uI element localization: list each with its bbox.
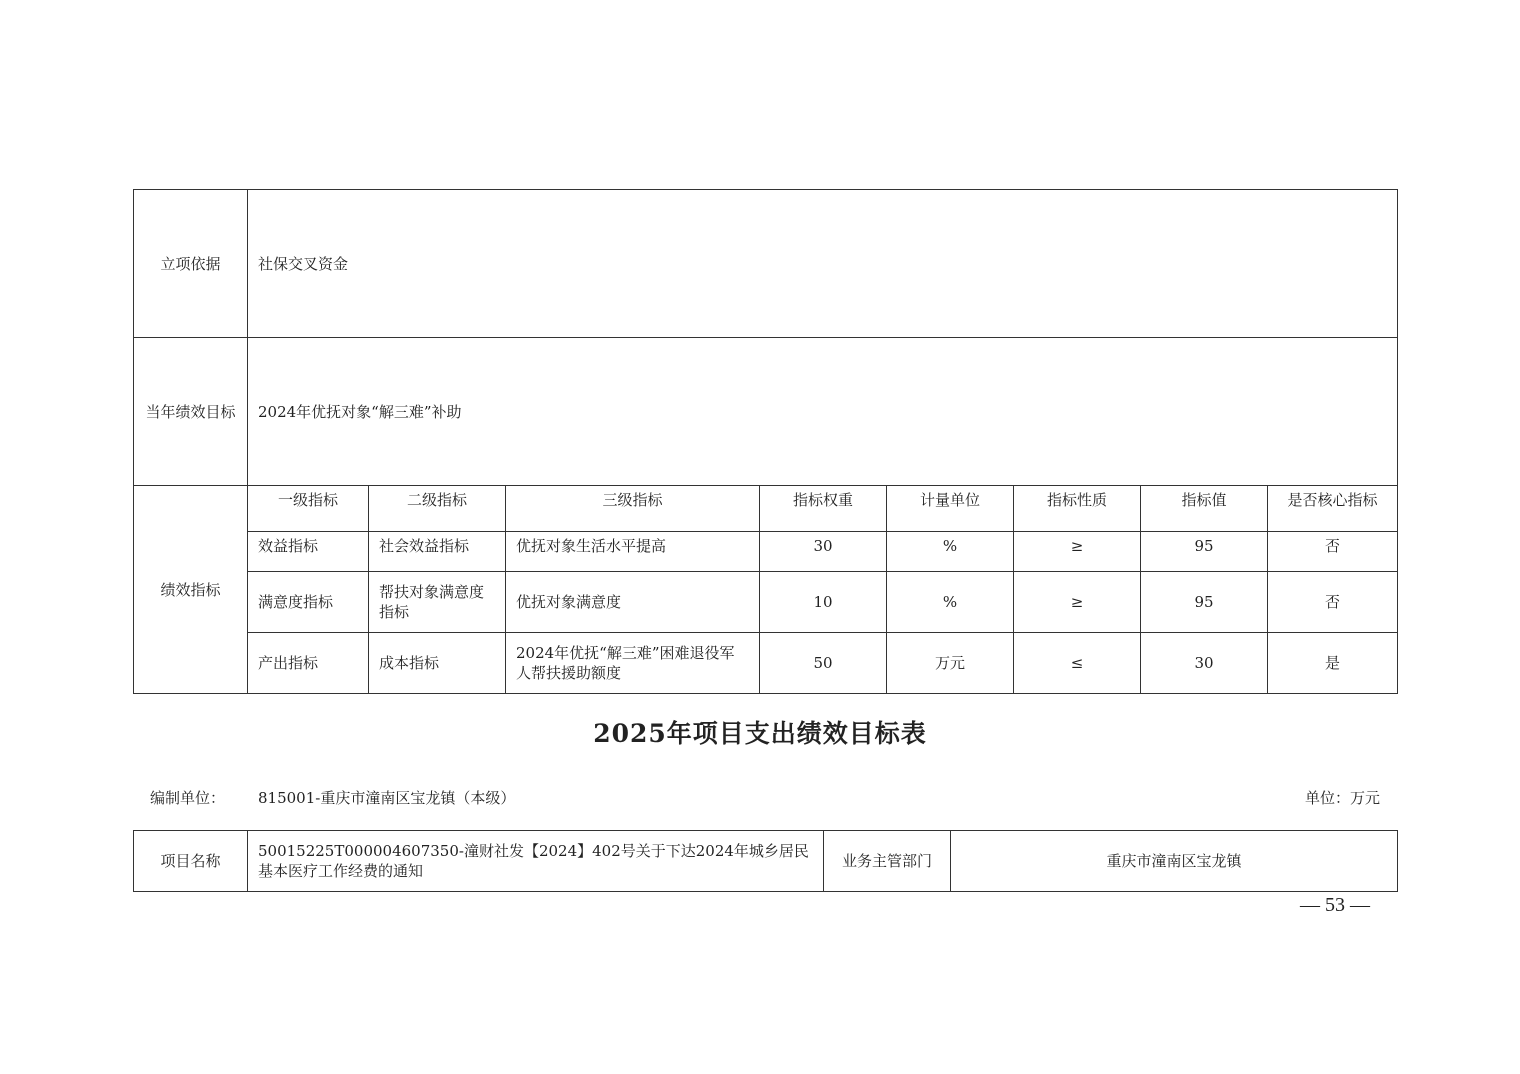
basis-value: 社保交叉资金 (248, 190, 1398, 338)
annual-goal-row (134, 338, 1398, 486)
table-cell: 30 (1141, 633, 1268, 694)
document-title: 2025年项目支出绩效目标表 (593, 719, 927, 748)
table-cell: 95 (1141, 532, 1268, 572)
table-row (134, 532, 1398, 572)
table-cell: 95 (1141, 572, 1268, 633)
currency-unit: 单位：万元 (1305, 789, 1381, 807)
table-cell: 是 (1268, 633, 1398, 694)
header-cell: 指标性质 (1014, 486, 1141, 532)
annual-goal-label: 当年绩效目标 (134, 338, 248, 486)
table-cell: 30 (760, 532, 887, 572)
basis-label: 立项依据 (134, 190, 248, 338)
table-cell: % (887, 572, 1014, 633)
performance-table (133, 189, 1398, 694)
table-cell: % (887, 532, 1014, 572)
unit-label: 编制单位： (150, 789, 226, 807)
table-cell: ≤ (1014, 633, 1141, 694)
project-name-value: 50015225T000004607350-潼财社发【2024】402号关于下达2024年城乡居民基本医疗工作经费的通知 (248, 831, 824, 892)
table-cell: 社会效益指标 (369, 532, 506, 572)
header-cell: 指标权重 (760, 486, 887, 532)
header-cell: 三级指标 (506, 486, 760, 532)
indicator-header-row (134, 486, 1398, 532)
header-cell: 一级指标 (248, 486, 369, 532)
annual-goal-value: 2024年优抚对象“解三难”补助 (248, 338, 1398, 486)
table-cell: 优抚对象生活水平提高 (506, 532, 760, 572)
dept-label: 业务主管部门 (824, 831, 951, 892)
table-row (134, 572, 1398, 633)
header-cell: 是否核心指标 (1268, 486, 1398, 532)
table-cell: 帮扶对象满意度指标 (369, 572, 506, 633)
table-cell: 2024年优抚“解三难”困难退役军人帮扶援助额度 (506, 633, 760, 694)
table-cell: 成本指标 (369, 633, 506, 694)
basis-row (134, 190, 1398, 338)
table-cell: ≥ (1014, 532, 1141, 572)
dept-value: 重庆市潼南区宝龙镇 (951, 831, 1398, 892)
header-cell: 计量单位 (887, 486, 1014, 532)
table-cell: 10 (760, 572, 887, 633)
table-cell: 效益指标 (248, 532, 369, 572)
project-row (134, 831, 1398, 892)
indicator-section-label: 绩效指标 (134, 486, 248, 694)
table-cell: 产出指标 (248, 633, 369, 694)
table-cell: 否 (1268, 572, 1398, 633)
table-cell: 万元 (887, 633, 1014, 694)
header-cell: 二级指标 (369, 486, 506, 532)
project-table (133, 830, 1398, 892)
table-row (134, 633, 1398, 694)
header-cell: 指标值 (1141, 486, 1268, 532)
table-cell: ≥ (1014, 572, 1141, 633)
table-cell: 否 (1268, 532, 1398, 572)
page-number: — 53 — (1300, 894, 1370, 916)
unit-value: 815001-重庆市潼南区宝龙镇（本级） (258, 789, 516, 807)
table-cell: 50 (760, 633, 887, 694)
table-cell: 优抚对象满意度 (506, 572, 760, 633)
project-name-label: 项目名称 (134, 831, 248, 892)
table-cell: 满意度指标 (248, 572, 369, 633)
